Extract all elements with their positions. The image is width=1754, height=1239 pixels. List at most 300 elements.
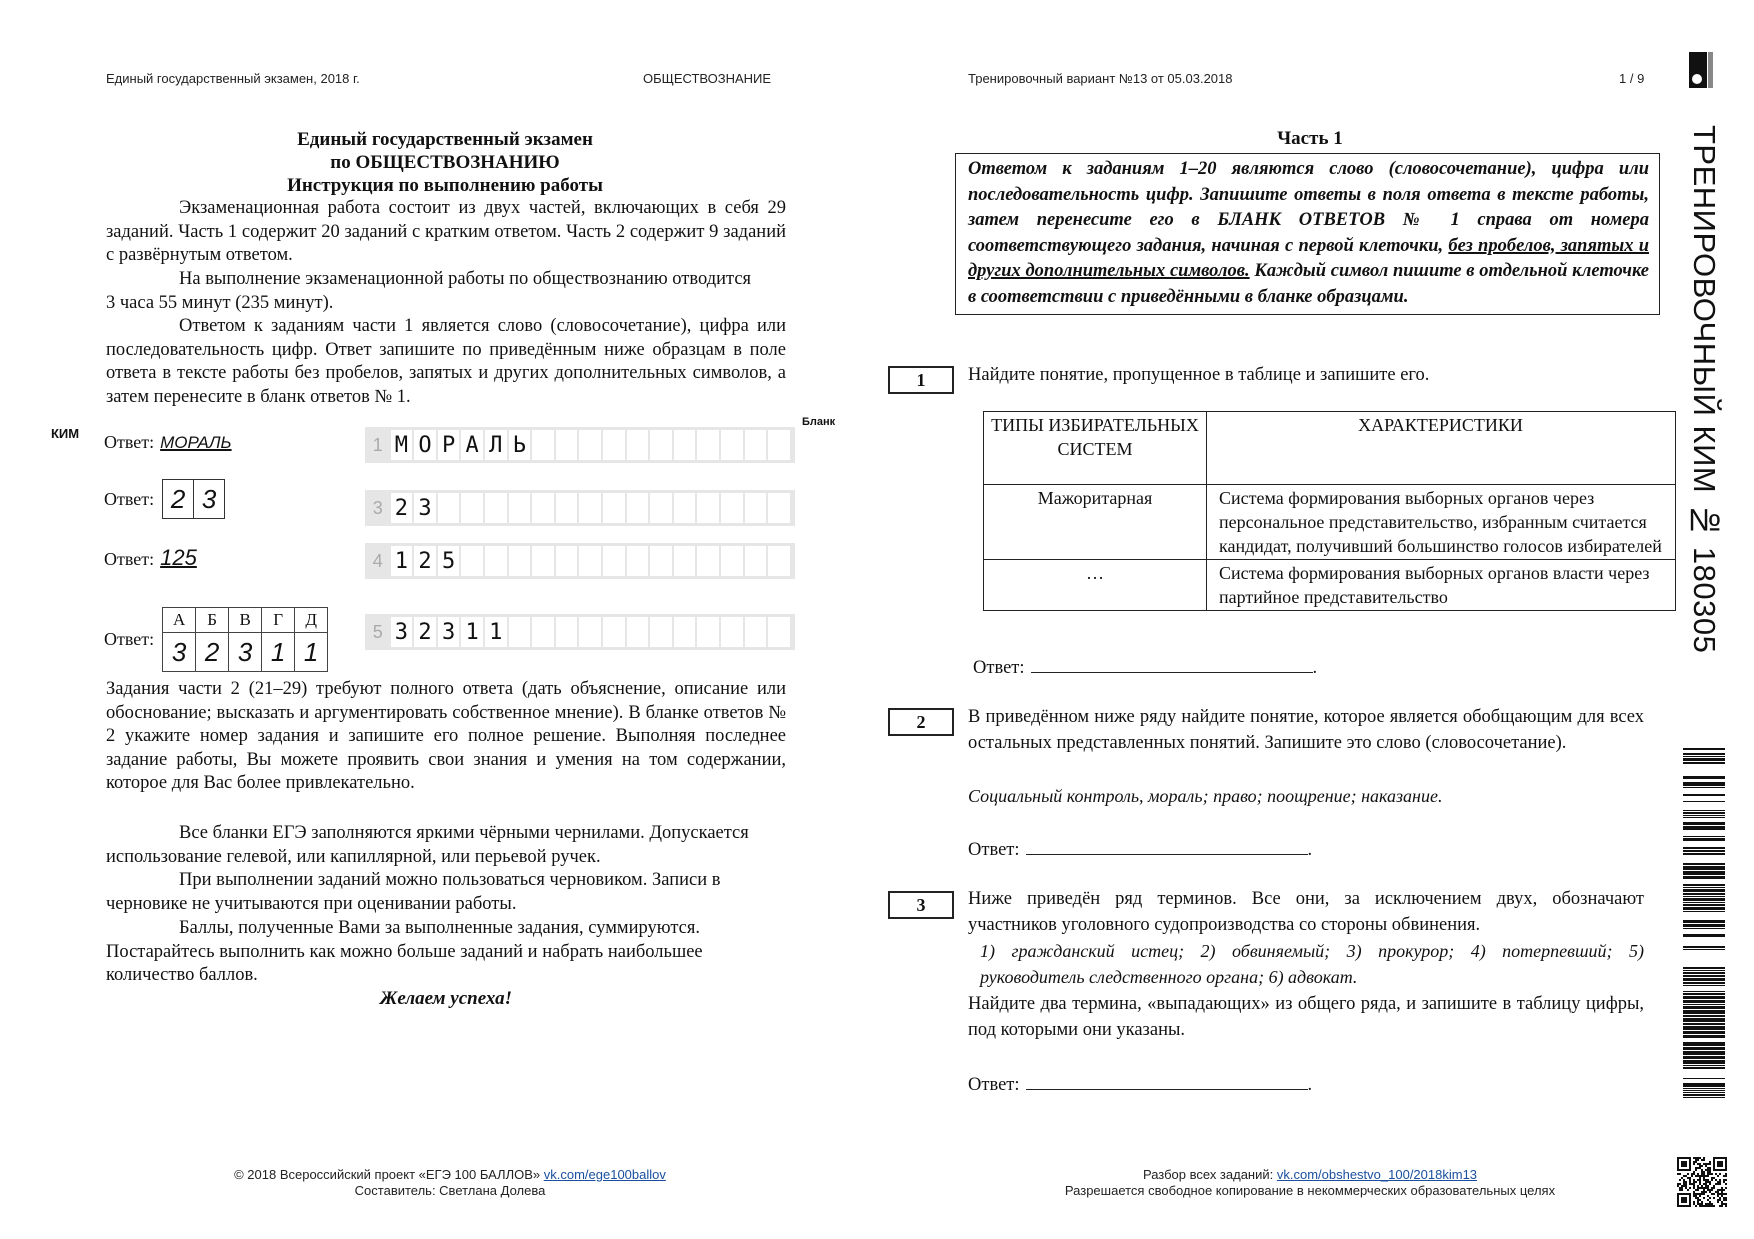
qr-module <box>1709 1197 1711 1199</box>
barcode-bar <box>1683 810 1725 811</box>
barcode-bar <box>1683 1015 1725 1017</box>
qr-module <box>1709 1167 1711 1169</box>
qr-module <box>1719 1205 1721 1207</box>
example-2-cell: 3 <box>201 483 217 514</box>
blank-cell <box>745 546 767 576</box>
qr-module <box>1711 1203 1713 1205</box>
barcode-bar <box>1683 972 1725 974</box>
qr-module <box>1701 1205 1703 1207</box>
barcode-bar <box>1683 893 1725 895</box>
qr-module <box>1677 1183 1679 1185</box>
barcode-bar <box>1683 847 1725 849</box>
qr-module <box>1707 1179 1709 1181</box>
task-2-list: Социальный контроль, мораль; право; поощрение; наказание. <box>968 786 1443 806</box>
qr-module <box>1721 1201 1723 1203</box>
qr-module <box>1725 1179 1727 1181</box>
qr-module <box>1703 1163 1705 1165</box>
barcode-bar <box>1683 996 1725 999</box>
qr-module <box>1711 1193 1713 1195</box>
task-number-2: 2 <box>888 708 954 736</box>
qr-module <box>1705 1187 1707 1189</box>
qr-module <box>1697 1179 1699 1181</box>
qr-module <box>1725 1203 1727 1205</box>
qr-module <box>1707 1169 1709 1171</box>
footer-right <box>1000 1167 1620 1199</box>
qr-module <box>1699 1203 1701 1205</box>
qr-module <box>1717 1199 1719 1201</box>
part-title: Часть 1 <box>1277 128 1343 149</box>
qr-finder <box>1681 1197 1687 1203</box>
barcode-bar <box>1683 787 1725 788</box>
footer-link-ege100[interactable]: vk.com/ege100ballov <box>543 1167 666 1182</box>
qr-module <box>1719 1197 1721 1199</box>
barcode-bar <box>1683 1060 1725 1064</box>
exam-subject-title: по ОБЩЕСТВОЗНАНИЮ <box>330 152 560 173</box>
qr-module <box>1719 1199 1721 1201</box>
barcode-bar <box>1683 982 1725 984</box>
qr-module <box>1699 1199 1701 1201</box>
blank-cell <box>579 493 601 523</box>
barcode-bar <box>1683 838 1725 841</box>
barcode-bar <box>1683 748 1725 750</box>
barcode-bar <box>1683 1088 1725 1089</box>
qr-module <box>1693 1163 1695 1165</box>
answer-label: Ответ: <box>968 1075 1020 1095</box>
qr-module <box>1719 1189 1721 1191</box>
digit-cell: 1 <box>295 633 328 672</box>
qr-module <box>1711 1187 1713 1189</box>
blank-label: Бланк <box>802 416 836 428</box>
qr-module <box>1683 1183 1685 1185</box>
qr-module <box>1719 1173 1721 1175</box>
blank-cell <box>745 430 767 460</box>
qr-module <box>1701 1185 1703 1187</box>
qr-module <box>1701 1193 1703 1195</box>
qr-module <box>1703 1205 1705 1207</box>
qr-module <box>1709 1203 1711 1205</box>
barcode-bar <box>1683 1078 1725 1079</box>
answer-field[interactable] <box>1026 836 1308 855</box>
qr-module <box>1693 1181 1695 1183</box>
blank-cell <box>745 617 767 647</box>
task-2-answer[interactable]: Ответ: . <box>968 836 1312 861</box>
qr-module <box>1695 1193 1697 1195</box>
task-1-text: Найдите понятие, пропущенное в таблице и запишите его. <box>968 365 1430 385</box>
blank-cell <box>509 617 531 647</box>
qr-module <box>1689 1181 1691 1183</box>
header-subject: ОБЩЕСТВОЗНАНИЕ <box>643 71 772 86</box>
barcode-bar <box>1683 924 1725 927</box>
qr-module <box>1707 1205 1709 1207</box>
table-cell-type-missing: … <box>984 560 1207 611</box>
qr-module <box>1713 1177 1715 1179</box>
qr-module <box>1699 1205 1701 1207</box>
qr-module <box>1697 1157 1699 1159</box>
header-variant: Тренировочный вариант №13 от 05.03.2018 <box>968 71 1233 86</box>
example-2 <box>104 479 225 519</box>
qr-module <box>1685 1185 1687 1187</box>
blank-cell <box>650 430 672 460</box>
qr-module <box>1703 1157 1705 1159</box>
barcode-bar <box>1683 1026 1725 1030</box>
barcode-bar <box>1683 817 1725 818</box>
qr-module <box>1717 1195 1719 1197</box>
qr-module <box>1723 1175 1725 1177</box>
qr-module <box>1725 1205 1727 1207</box>
qr-module <box>1709 1191 1711 1193</box>
qr-module <box>1685 1183 1687 1185</box>
qr-module <box>1679 1183 1681 1185</box>
qr-module <box>1709 1173 1711 1175</box>
qr-module <box>1703 1173 1705 1175</box>
blank-cell <box>745 493 767 523</box>
blank-cell <box>721 493 743 523</box>
blank-cell <box>674 617 696 647</box>
qr-module <box>1717 1189 1719 1191</box>
barcode-bar <box>1683 1000 1725 1003</box>
qr-module <box>1693 1157 1695 1159</box>
answer-label: Ответ: <box>973 658 1025 678</box>
qr-module <box>1681 1177 1683 1179</box>
qr-code-icon <box>1677 1157 1727 1207</box>
qr-module <box>1689 1179 1691 1181</box>
task-2-text: В приведённом ниже ряду найдите понятие, которое является обобщающим для всех остальных представленных понятий. Запишите это слово (словосочетание). <box>968 707 1644 753</box>
qr-module <box>1717 1193 1719 1195</box>
qr-module <box>1711 1189 1713 1191</box>
qr-module <box>1695 1205 1697 1207</box>
instructions-paragraph-2: На выполнение экзаменационной работы по обществознанию отводится 3 часа 55 минут (235 минут). <box>106 269 752 313</box>
blank-cell <box>461 493 483 523</box>
qr-module <box>1701 1173 1703 1175</box>
letter-cell: Г <box>262 608 295 633</box>
qr-module <box>1695 1167 1697 1169</box>
instructions-paragraph-3: Ответом к заданиям части 1 является слово (словосочетание), цифра или последовательность цифр. Ответ запишите по приведённым ниже образцам в поле ответа в тексте работы без пробелов, запятых и других дополнительных символов, а затем перенесите в бланк ответов № 1. <box>106 316 786 407</box>
barcode-bar <box>1683 904 1725 906</box>
task-1-table <box>983 411 1676 611</box>
barcode-bar <box>1683 815 1725 816</box>
barcode-bar <box>1683 1094 1725 1096</box>
qr-module <box>1707 1195 1709 1197</box>
barcode-bar <box>1683 949 1725 950</box>
barcode-bar <box>1683 1051 1725 1055</box>
qr-module <box>1709 1171 1711 1173</box>
qr-module <box>1709 1205 1711 1207</box>
qr-module <box>1689 1183 1691 1185</box>
qr-module <box>1715 1179 1717 1181</box>
blank-cell: 2 <box>391 493 413 523</box>
qr-module <box>1699 1187 1701 1189</box>
registration-marker-icon <box>1689 52 1713 88</box>
qr-module <box>1707 1167 1709 1169</box>
qr-module <box>1705 1203 1707 1205</box>
barcode-bar <box>1683 762 1725 764</box>
blank-cell <box>532 493 554 523</box>
qr-module <box>1705 1191 1707 1193</box>
qr-module <box>1721 1193 1723 1195</box>
qr-module <box>1707 1163 1709 1165</box>
blank-cell: 3 <box>391 617 413 647</box>
instruction-text-end: Каждый символ пишите в отдельной клеточке в соответствии с приведёнными в бланке образцами. <box>968 261 1649 307</box>
qr-module <box>1703 1191 1705 1193</box>
blank-cell: 3 <box>414 493 436 523</box>
blank-cell <box>509 546 531 576</box>
barcode-bar <box>1683 991 1725 992</box>
answer-field[interactable] <box>1031 654 1313 673</box>
barcode-bar <box>1683 1035 1725 1038</box>
blank-cell: 3 <box>438 617 460 647</box>
blank-cell: Ь <box>509 430 531 460</box>
qr-module <box>1693 1203 1695 1205</box>
qr-module <box>1707 1185 1709 1187</box>
qr-module <box>1677 1185 1679 1187</box>
qr-module <box>1695 1189 1697 1191</box>
qr-module <box>1697 1187 1699 1189</box>
task-3-text: Ниже приведён ряд терминов. Все они, за исключением двух, обозначают участников уголовного судопроизводства со стороны обвинения. <box>968 889 1644 935</box>
letter-cell: А <box>163 608 196 633</box>
exam-title: Единый государственный экзамен <box>297 129 593 150</box>
digit-cell: 3 <box>163 633 196 672</box>
barcode-bar <box>1683 782 1725 786</box>
blank-cell <box>556 493 578 523</box>
barcode-bar <box>1683 1047 1725 1050</box>
qr-module <box>1701 1165 1703 1167</box>
barcode-bar <box>1683 853 1725 855</box>
qr-module <box>1691 1175 1693 1177</box>
barcode-bar <box>1683 826 1725 830</box>
letter-cell: Д <box>295 608 328 633</box>
blank-cell <box>556 546 578 576</box>
barcode-bar <box>1683 907 1725 910</box>
instructions-paragraph-1: Экзаменационная работа состоит из двух частей, включающих в себя 29 заданий. Часть 1 содержит 20 заданий с кратким ответом. Часть 2 содержит 9 заданий с развёрнутым ответом. <box>106 198 786 265</box>
task-3-text-2: Найдите два термина, «выпадающих» из общего ряда, и запишите в таблицу цифры, под которыми они указаны. <box>968 994 1644 1040</box>
table-cell-type: Мажоритарная <box>984 485 1207 560</box>
qr-module <box>1709 1161 1711 1163</box>
qr-module <box>1723 1199 1725 1201</box>
qr-module <box>1711 1179 1713 1181</box>
blank-row <box>365 543 795 579</box>
barcode-bar <box>1683 896 1725 897</box>
qr-module <box>1719 1181 1721 1183</box>
qr-module <box>1707 1181 1709 1183</box>
qr-module <box>1705 1165 1707 1167</box>
task-number-1: 1 <box>888 366 954 394</box>
qr-module <box>1697 1201 1699 1203</box>
qr-module <box>1693 1191 1695 1193</box>
qr-module <box>1693 1195 1695 1197</box>
qr-module <box>1695 1181 1697 1183</box>
qr-module <box>1703 1171 1705 1173</box>
qr-module <box>1711 1177 1713 1179</box>
qr-module <box>1681 1189 1683 1191</box>
barcode-bar <box>1683 1090 1725 1091</box>
good-luck-wish: Желаем успеха! <box>379 988 513 1009</box>
qr-module <box>1707 1173 1709 1175</box>
task-1-answer[interactable]: Ответ: . <box>973 654 1317 679</box>
qr-module <box>1721 1187 1723 1189</box>
qr-module <box>1707 1203 1709 1205</box>
blank-cell <box>697 617 719 647</box>
blank-cell <box>674 546 696 576</box>
qr-module <box>1703 1175 1705 1177</box>
qr-module <box>1697 1173 1699 1175</box>
qr-module <box>1709 1189 1711 1191</box>
barcode-bar <box>1683 898 1725 901</box>
answer-field[interactable] <box>1026 1071 1308 1090</box>
qr-module <box>1721 1195 1723 1197</box>
blank-row <box>365 427 795 463</box>
blank-cell <box>579 617 601 647</box>
kim-label: КИМ <box>51 426 80 441</box>
footer-link-analysis[interactable]: vk.com/obshestvo_100/2018kim13 <box>1276 1167 1478 1182</box>
qr-module <box>1719 1179 1721 1181</box>
instructions-paragraph-6: При выполнении заданий можно пользоваться черновиком. Записи в черновике не учитываются при оценивании работы. <box>106 870 721 914</box>
qr-module <box>1699 1181 1701 1183</box>
blank-row-number: 1 <box>372 434 383 455</box>
table-cell-characteristic: Система формирования выборных органов через персональное представительство, избранным считается кандидат, получивший большинство голосов избирателей <box>1207 485 1676 560</box>
barcode-bar <box>1683 1067 1725 1069</box>
blank-cell <box>627 617 649 647</box>
blank-cell <box>603 430 625 460</box>
qr-module <box>1695 1197 1697 1199</box>
qr-module <box>1697 1197 1699 1199</box>
qr-module <box>1699 1183 1701 1185</box>
barcode-bar <box>1683 1023 1725 1025</box>
qr-module <box>1717 1191 1719 1193</box>
task-3-answer[interactable]: Ответ: . <box>968 1071 1312 1096</box>
barcode-bar <box>1683 889 1725 892</box>
qr-module <box>1707 1175 1709 1177</box>
qr-module <box>1717 1181 1719 1183</box>
blank-cell: 1 <box>391 546 413 576</box>
blank-cell <box>721 546 743 576</box>
qr-module <box>1683 1179 1685 1181</box>
blank-cell <box>509 493 531 523</box>
instruction-text: Ответом к заданиям 1–20 являются слово (словосочетание), цифра или последовательность цифр. Запишите ответы в поля ответа в тексте работы, затем перенесите его в БЛАНК ОТВЕТОВ № 1 справа от номера соответствующего задания, начиная с первой клеточки, <box>968 159 1649 256</box>
qr-module <box>1715 1191 1717 1193</box>
barcode-bar <box>1683 1006 1725 1009</box>
barcode-bar <box>1683 756 1725 757</box>
blank-cell: 1 <box>485 617 507 647</box>
letter-cell: В <box>229 608 262 633</box>
blank-cell: А <box>461 430 483 460</box>
qr-module <box>1725 1199 1727 1201</box>
qr-module <box>1703 1179 1705 1181</box>
example-3 <box>104 545 197 571</box>
blank-row-number: 4 <box>372 550 383 571</box>
answer-label: Ответ: <box>104 629 155 649</box>
qr-module <box>1725 1173 1727 1175</box>
blank-cell <box>674 493 696 523</box>
qr-module <box>1693 1201 1695 1203</box>
example-4-table <box>162 607 328 672</box>
qr-module <box>1693 1173 1695 1175</box>
barcode-bar <box>1683 1092 1725 1093</box>
qr-module <box>1709 1181 1711 1183</box>
qr-module <box>1697 1175 1699 1177</box>
qr-module <box>1713 1185 1715 1187</box>
qr-module <box>1725 1183 1727 1185</box>
answer-label: Ответ: <box>968 840 1020 860</box>
qr-module <box>1723 1181 1725 1183</box>
qr-module <box>1687 1189 1689 1191</box>
blank-cell: О <box>414 430 436 460</box>
barcode-bar <box>1683 985 1725 986</box>
qr-module <box>1699 1157 1701 1159</box>
barcode-bar <box>1683 850 1725 852</box>
blank-cell <box>532 617 554 647</box>
barcode-bar <box>1683 836 1725 837</box>
barcode-bar <box>1683 1083 1725 1087</box>
qr-module <box>1697 1199 1699 1201</box>
barcode-bar <box>1683 902 1725 903</box>
instructions-paragraph-4: Задания части 2 (21–29) требуют полного ответа (дать объяснение, описание или обоснование; высказать и аргументировать собственное мнение). В бланке ответов № 2 укажите номер задания и запишите его полное решение. Выполняя последнее задание работы, Вы можете проявить свои знания и умения на том содержании, которое для Вас более привлекательно. <box>106 679 786 793</box>
barcode-bar <box>1683 1056 1725 1059</box>
task-number-3: 3 <box>888 891 954 919</box>
qr-module <box>1703 1193 1705 1195</box>
qr-module <box>1701 1191 1703 1193</box>
qr-module <box>1701 1175 1703 1177</box>
qr-module <box>1715 1183 1717 1185</box>
blank-cell <box>697 546 719 576</box>
qr-module <box>1725 1197 1727 1199</box>
qr-module <box>1699 1167 1701 1169</box>
qr-module <box>1699 1195 1701 1197</box>
barcode-bar <box>1683 970 1725 971</box>
blank-cell <box>768 546 790 576</box>
qr-module <box>1679 1187 1681 1189</box>
blank-cell <box>603 493 625 523</box>
table-header-types: ТИПЫ ИЗБИРАТЕЛЬНЫХ СИСТЕМ <box>984 412 1207 485</box>
qr-module <box>1681 1187 1683 1189</box>
blank-cell <box>627 493 649 523</box>
blank-cell <box>650 546 672 576</box>
qr-module <box>1681 1185 1683 1187</box>
qr-module <box>1693 1193 1695 1195</box>
barcode-bar <box>1683 946 1725 948</box>
footer-copyright: © 2018 Всероссийский проект «ЕГЭ 100 БАЛЛОВ» <box>234 1167 544 1182</box>
qr-module <box>1719 1193 1721 1195</box>
qr-module <box>1723 1179 1725 1181</box>
qr-finder <box>1717 1161 1723 1167</box>
digit-cell: 1 <box>262 633 295 672</box>
qr-module <box>1695 1159 1697 1161</box>
qr-module <box>1705 1183 1707 1185</box>
qr-module <box>1721 1203 1723 1205</box>
barcode-bar <box>1683 822 1725 825</box>
qr-module <box>1693 1187 1695 1189</box>
blank-row <box>365 614 795 650</box>
blank-cell: 2 <box>414 617 436 647</box>
qr-module <box>1679 1179 1681 1181</box>
barcode-bar <box>1683 753 1725 755</box>
barcode-icon <box>1683 748 1725 1098</box>
qr-module <box>1679 1173 1681 1175</box>
barcode-bar <box>1683 871 1725 875</box>
example-2-cells <box>162 479 225 519</box>
blank-cell <box>579 546 601 576</box>
qr-module <box>1723 1197 1725 1199</box>
blank-cell <box>532 546 554 576</box>
qr-module <box>1683 1185 1685 1187</box>
digit-cell: 3 <box>229 633 262 672</box>
blank-cell <box>768 493 790 523</box>
blank-cell <box>556 430 578 460</box>
barcode-bar <box>1683 863 1725 865</box>
table-cell-characteristic: Система формирования выборных органов власти через партийное представительство <box>1207 560 1676 611</box>
qr-module <box>1723 1189 1725 1191</box>
qr-module <box>1711 1173 1713 1175</box>
blank-cell: М <box>391 430 413 460</box>
